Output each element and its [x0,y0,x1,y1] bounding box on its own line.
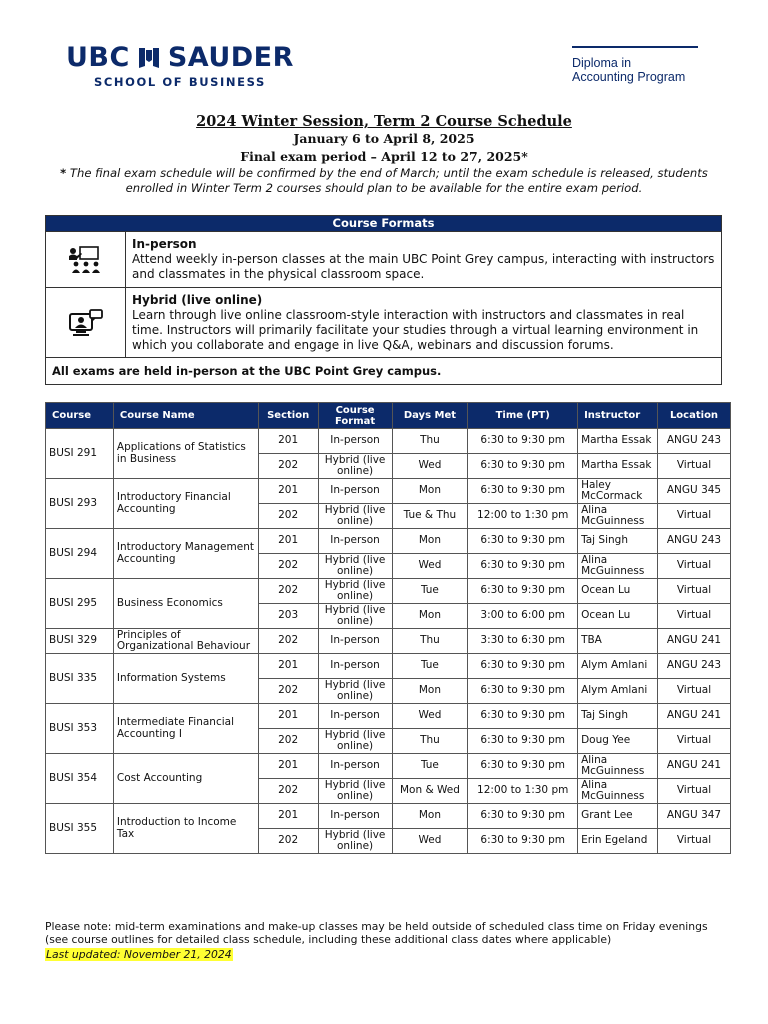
cell-days: Mon [392,604,468,629]
header-section: Section [258,403,318,429]
cell-instructor: Ocean Lu [578,579,658,604]
header-course-format: Course Format [318,403,392,429]
cell-course-name: Introductory Financial Accounting [113,479,258,529]
cell-section: 202 [258,629,318,654]
cell-format: In-person [318,629,392,654]
cell-format: Hybrid (live online) [318,554,392,579]
cell-time: 6:30 to 9:30 pm [468,579,578,604]
cell-instructor: Alina McGuinness [578,779,658,804]
cell-format: In-person [318,704,392,729]
cell-time: 3:00 to 6:00 pm [468,604,578,629]
cell-instructor: Martha Essak [578,454,658,479]
cell-location: Virtual [658,779,731,804]
cell-time: 6:30 to 9:30 pm [468,429,578,454]
cell-location: ANGU 243 [658,654,731,679]
note-star: * [60,166,67,180]
term-dates: January 6 to April 8, 2025 [293,131,475,146]
cell-instructor: Martha Essak [578,429,658,454]
cell-course-name: Applications of Statistics in Business [113,429,258,479]
cell-course-code: BUSI 329 [46,629,114,654]
online-meeting-icon [46,288,126,357]
cell-instructor: Alym Amlani [578,679,658,704]
cell-time: 6:30 to 9:30 pm [468,704,578,729]
format-title-in-person: In-person [132,237,197,251]
cell-instructor: Alina McGuinness [578,754,658,779]
table-row [46,804,731,829]
cell-time: 12:00 to 1:30 pm [468,504,578,529]
cell-course-name: Introduction to Income Tax [113,804,258,854]
cell-days: Mon & Wed [392,779,468,804]
cell-location: ANGU 345 [658,479,731,504]
cell-course-code: BUSI 353 [46,704,114,754]
cell-instructor: TBA [578,629,658,654]
cell-course-code: BUSI 354 [46,754,114,804]
cell-format: Hybrid (live online) [318,604,392,629]
cell-instructor: Grant Lee [578,804,658,829]
table-row [46,629,731,654]
cell-days: Thu [392,729,468,754]
cell-location: ANGU 241 [658,629,731,654]
header-course: Course [46,403,114,429]
course-schedule-table [45,402,731,854]
cell-section: 201 [258,754,318,779]
table-row [46,654,731,679]
diploma-program-logo [572,46,698,84]
cell-course-code: BUSI 355 [46,804,114,854]
cell-location: Virtual [658,829,731,854]
cell-days: Wed [392,704,468,729]
page-title: 2024 Winter Session, Term 2 Course Schedule [196,113,572,130]
cell-section: 201 [258,429,318,454]
cell-course-code: BUSI 294 [46,529,114,579]
diploma-line-2: Accounting Program [572,70,686,84]
exam-period: Final exam period – April 12 to 27, 2025* [240,149,528,164]
cell-time: 6:30 to 9:30 pm [468,679,578,704]
cell-section: 202 [258,554,318,579]
cell-course-code: BUSI 291 [46,429,114,479]
cell-instructor: Alym Amlani [578,654,658,679]
diploma-line-1: Diploma in [572,56,632,70]
cell-course-code: BUSI 293 [46,479,114,529]
cell-instructor: Haley McCormack [578,479,658,504]
cell-location: ANGU 243 [658,429,731,454]
cell-time: 6:30 to 9:30 pm [468,729,578,754]
cell-course-name: Principles of Organizational Behaviour [113,629,258,654]
cell-section: 202 [258,579,318,604]
cell-instructor: Taj Singh [578,529,658,554]
table-row [46,429,731,454]
cell-time: 6:30 to 9:30 pm [468,454,578,479]
cell-format: In-person [318,529,392,554]
ubc-sauder-logo [66,44,294,89]
cell-days: Mon [392,679,468,704]
cell-time: 6:30 to 9:30 pm [468,554,578,579]
cell-location: Virtual [658,604,731,629]
cell-days: Tue [392,754,468,779]
cell-location: ANGU 243 [658,529,731,554]
cell-days: Wed [392,554,468,579]
cell-days: Tue & Thu [392,504,468,529]
cell-section: 201 [258,529,318,554]
cell-days: Mon [392,529,468,554]
header-location: Location [658,403,731,429]
cell-instructor: Taj Singh [578,704,658,729]
cell-format: In-person [318,804,392,829]
logo-rule [572,46,698,48]
cell-course-name: Introductory Management Accounting [113,529,258,579]
exam-schedule-note [58,166,710,196]
cell-time: 6:30 to 9:30 pm [468,529,578,554]
cell-days: Mon [392,479,468,504]
cell-location: Virtual [658,579,731,604]
cell-time: 6:30 to 9:30 pm [468,804,578,829]
cell-time: 3:30 to 6:30 pm [468,629,578,654]
format-desc-in-person: Attend weekly in-person classes at the main UBC Point Grey campus, interacting with instructors and classmates in the physical classroom space. [132,252,715,281]
exam-location-note: All exams are held in-person at the UBC Point Grey campus. [46,357,721,384]
format-row-in-person [46,231,721,287]
cell-instructor: Alina McGuinness [578,504,658,529]
cell-time: 6:30 to 9:30 pm [468,829,578,854]
cell-instructor: Erin Egeland [578,829,658,854]
cell-instructor: Ocean Lu [578,604,658,629]
cell-course-name: Information Systems [113,654,258,704]
cell-format: Hybrid (live online) [318,829,392,854]
cell-section: 201 [258,479,318,504]
format-title-hybrid: Hybrid (live online) [132,293,263,307]
cell-course-name: Business Economics [113,579,258,629]
cell-location: Virtual [658,729,731,754]
cell-days: Wed [392,829,468,854]
cell-course-name: Intermediate Financial Accounting I [113,704,258,754]
header-instructor: Instructor [578,403,658,429]
cell-format: Hybrid (live online) [318,679,392,704]
logo-ubc-text: UBC [66,42,130,73]
title-block [0,112,768,165]
cell-course-code: BUSI 295 [46,579,114,629]
cell-format: Hybrid (live online) [318,729,392,754]
table-row [46,479,731,504]
ubc-crest-icon [138,46,160,70]
cell-days: Thu [392,629,468,654]
cell-format: In-person [318,754,392,779]
cell-course-name: Cost Accounting [113,754,258,804]
cell-location: Virtual [658,504,731,529]
table-row [46,529,731,554]
cell-format: Hybrid (live online) [318,454,392,479]
cell-time: 6:30 to 9:30 pm [468,754,578,779]
table-row [46,754,731,779]
cell-days: Tue [392,654,468,679]
course-formats-table [45,215,722,385]
cell-days: Wed [392,454,468,479]
cell-section: 202 [258,779,318,804]
cell-time: 6:30 to 9:30 pm [468,479,578,504]
cell-instructor: Alina McGuinness [578,554,658,579]
cell-time: 6:30 to 9:30 pm [468,654,578,679]
cell-section: 201 [258,704,318,729]
cell-format: Hybrid (live online) [318,579,392,604]
header-days-met: Days Met [392,403,468,429]
note-text: The final exam schedule will be confirmed by the end of March; until the exam schedule is released, students enrolled in Winter Term 2 courses should plan to be available for the entire exam period. [66,166,708,195]
classroom-icon [46,232,126,287]
cell-location: Virtual [658,679,731,704]
cell-days: Thu [392,429,468,454]
footer-note: Please note: mid-term examinations and make-up classes may be held outside of scheduled class time on Friday evenings (see course outlines for detailed class schedule, including these additional class dates where applicable) [45,920,708,946]
cell-section: 202 [258,729,318,754]
logo-sauder-text: SAUDER [167,42,294,73]
cell-format: In-person [318,479,392,504]
cell-section: 202 [258,454,318,479]
cell-location: Virtual [658,554,731,579]
cell-format: In-person [318,654,392,679]
header-course-name: Course Name [113,403,258,429]
schedule-body [46,429,731,854]
format-row-hybrid [46,287,721,357]
cell-section: 202 [258,504,318,529]
cell-course-code: BUSI 335 [46,654,114,704]
cell-location: ANGU 347 [658,804,731,829]
cell-location: ANGU 241 [658,704,731,729]
cell-section: 201 [258,804,318,829]
logo-subtitle: SCHOOL OF BUSINESS [94,75,266,89]
header-time: Time (PT) [468,403,578,429]
cell-section: 203 [258,604,318,629]
cell-section: 202 [258,679,318,704]
cell-section: 201 [258,654,318,679]
table-header-row [46,403,731,429]
cell-section: 202 [258,829,318,854]
last-updated: Last updated: November 21, 2024 [46,948,232,961]
table-row [46,579,731,604]
cell-format: Hybrid (live online) [318,779,392,804]
format-desc-hybrid: Learn through live online classroom-style interaction with instructors and classmates in real time. Instructors will primarily facilitate your studies through a virtual learning environment in which you collaborate and engage in live Q&A, webinars and discussion forums. [132,308,699,352]
cell-days: Tue [392,579,468,604]
cell-location: Virtual [658,454,731,479]
cell-format: In-person [318,429,392,454]
cell-time: 12:00 to 1:30 pm [468,779,578,804]
table-row [46,704,731,729]
cell-instructor: Doug Yee [578,729,658,754]
course-formats-heading: Course Formats [46,216,721,231]
cell-location: ANGU 241 [658,754,731,779]
cell-days: Mon [392,804,468,829]
cell-format: Hybrid (live online) [318,504,392,529]
